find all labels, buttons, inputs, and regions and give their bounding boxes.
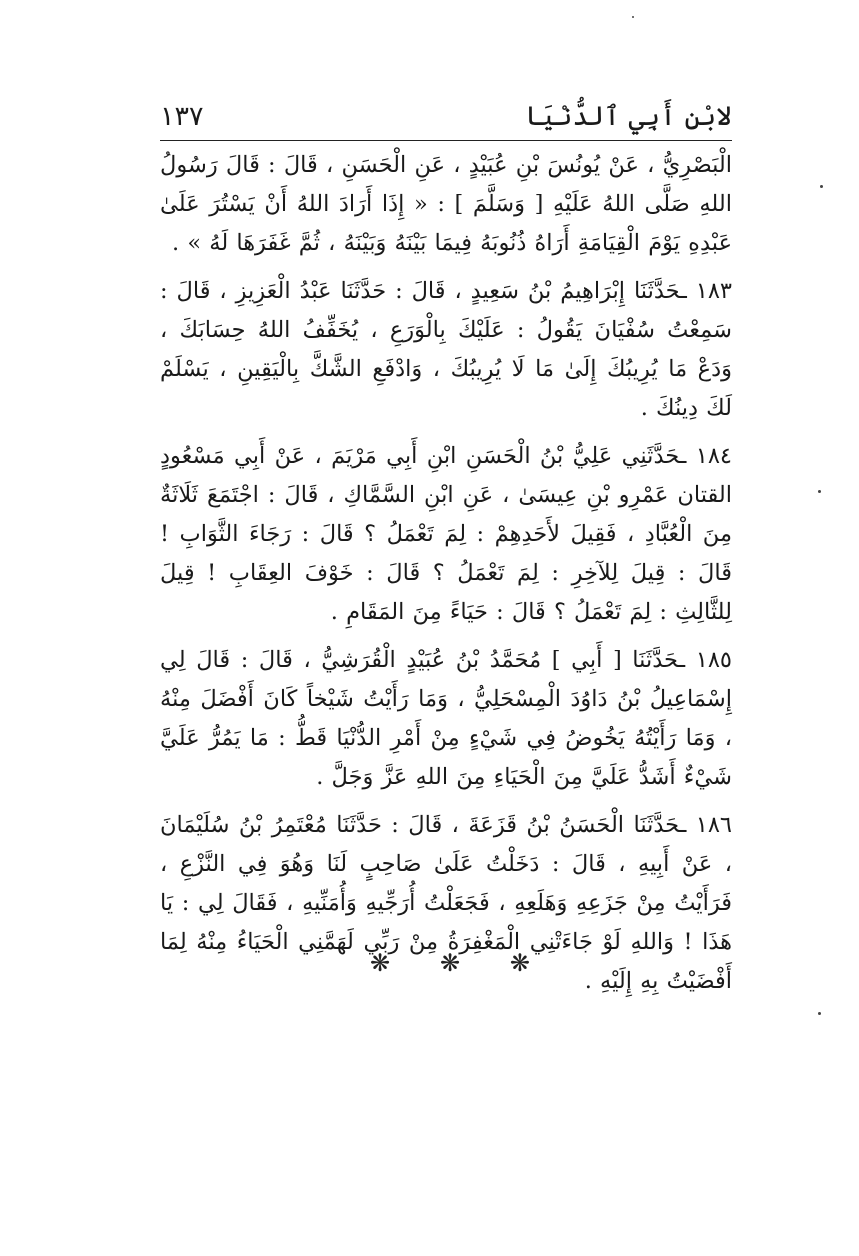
hadith-185 [160, 641, 732, 797]
page-body [160, 146, 732, 1010]
section-separator [370, 951, 530, 975]
paragraph-text: حَدَّثَنِي عَلِيُّ بْنُ الْحَسَنِ ابْنِ أَبِي مَرْيَمَ ، عَنْ أَبِي مَسْعُودٍ القتان عَمْرِو بْنِ عِيسَىٰ ، عَنِ ابْنِ السَّمَّاكِ ، قَالَ : اجْتَمَعَ ثَلَاثَةٌ مِنَ الْعُبَّادِ ، فَقِيلَ لأَحَدِهِمْ : لِمَ تَعْمَلُ ؟ قَالَ : رَجَاءَ الثَّوَابِ ! قَالَ : قِيلَ لِلآخِرِ : لِمَ تَعْمَلُ ؟ قَالَ : خَوْفَ العِقَابِ ! قِيلَ لِلثَّالِثِ : لِمَ تَعْمَلُ ؟ قَالَ : حَيَاءً مِنَ المَقَامِ . [160, 443, 732, 625]
header-rule [160, 140, 732, 141]
hadith-183 [160, 272, 732, 428]
scan-speck [818, 1012, 821, 1015]
hadith-184 [160, 437, 732, 632]
scan-speck [632, 16, 634, 18]
paragraph-text: الْبَصْرِيُّ ، عَنْ يُونُسَ بْنِ عُبَيْدٍ ، عَنِ الْحَسَنِ ، قَالَ : قَالَ رَسُولُ اللهِ صَلَّى اللهُ عَلَيْهِ [ وَسَلَّمَ ] : « إِذَا أَرَادَ اللهُ أَنْ يَسْتُرَ عَلَىٰ عَبْدِهِ يَوْمَ الْقِيَامَةِ أَرَاهُ ذُنُوبَهُ فِيمَا بَيْنَهُ وَبَيْنَهُ ، ثُمَّ غَفَرَهَا لَهُ » . [160, 152, 732, 256]
page-header [160, 94, 732, 134]
page-number: ١٣٧ [160, 101, 204, 132]
paragraph-continuation [160, 146, 732, 263]
asterism-icon: ❋ [509, 949, 530, 977]
hadith-number: ١٨٤ ـ [679, 443, 733, 469]
paragraph-text: حَدَّثَنَا إِبْرَاهِيمُ بْنُ سَعِيدٍ ، قَالَ : حَدَّثَنَا عَبْدُ الْعَزِيزِ ، قَالَ : سَمِعْتُ سُفْيَانَ يَقُولُ : عَلَيْكَ بِالْوَرَعِ ، يُخَفِّفُ اللهُ حِسَابَكَ ، وَدَعْ مَا يُرِيبُكَ إِلَىٰ مَا لَا يُرِيبُكَ ، وَادْفَعِ الشَّكَّ بِالْيَقِينِ ، يَسْلَمْ لَكَ دِينُكَ . [160, 278, 732, 421]
hadith-number: ١٨٣ ـ [680, 278, 732, 304]
paragraph-text: حَدَّثَنَا الْحَسَنُ بْنُ قَزَعَةَ ، قَالَ : حَدَّثَنَا مُعْتَمِرُ بْنُ سُلَيْمَانَ ، عَنْ أَبِيهِ ، قَالَ : دَخَلْتُ عَلَىٰ صَاحِبٍ لَنَا وَهُوَ فِي النَّزْعِ ، فَرَأَيْتُ مِنْ جَزَعِهِ وَهَلَعِهِ ، فَجَعَلْتُ أُرَجِّيهِ وَأُمَنِّيهِ ، فَقَالَ لِي : يَا هَذَا ! وَاللهِ لَوْ جَاءَتْنِي الْمَغْفِرَةُ مِنْ رَبِّي لَهَمَّنِي الْحَيَاءُ مِنْهُ لِمَا أَفْضَيْتُ بِهِ إِلَيْهِ . [160, 812, 732, 994]
hadith-number: ١٨٥ ـ [678, 647, 732, 673]
scan-speck [820, 185, 823, 188]
paragraph-text: حَدَّثَنَا [ أَبِي ] مُحَمَّدُ بْنُ عُبَيْدٍ الْقُرَشِيُّ ، قَالَ : قَالَ لِي إِسْمَاعِيلُ بْنُ دَاوُدَ الْمِسْحَلِيُّ ، وَمَا رَأَيْتُ شَيْخاً كَانَ أَفْضَلَ مِنْهُ ، وَمَا رَأَيْتُهُ يَخُوضُ فِي شَيْءٍ مِنْ أَمْرِ الدُّنْيَا قَطُّ : مَا يَمُرُّ عَلَيَّ شَيْءٌ أَشَدُّ عَلَيَّ مِنَ الْحَيَاءِ مِنَ اللهِ عَزَّ وَجَلَّ . [160, 647, 732, 790]
running-title: لابْنِ أَبِي ٱلدُّنْيَا [524, 101, 732, 132]
asterism-icon: ❋ [370, 949, 391, 977]
hadith-number: ١٨٦ ـ [679, 812, 732, 838]
scan-speck [818, 490, 821, 493]
asterism-icon: ❋ [439, 949, 461, 977]
